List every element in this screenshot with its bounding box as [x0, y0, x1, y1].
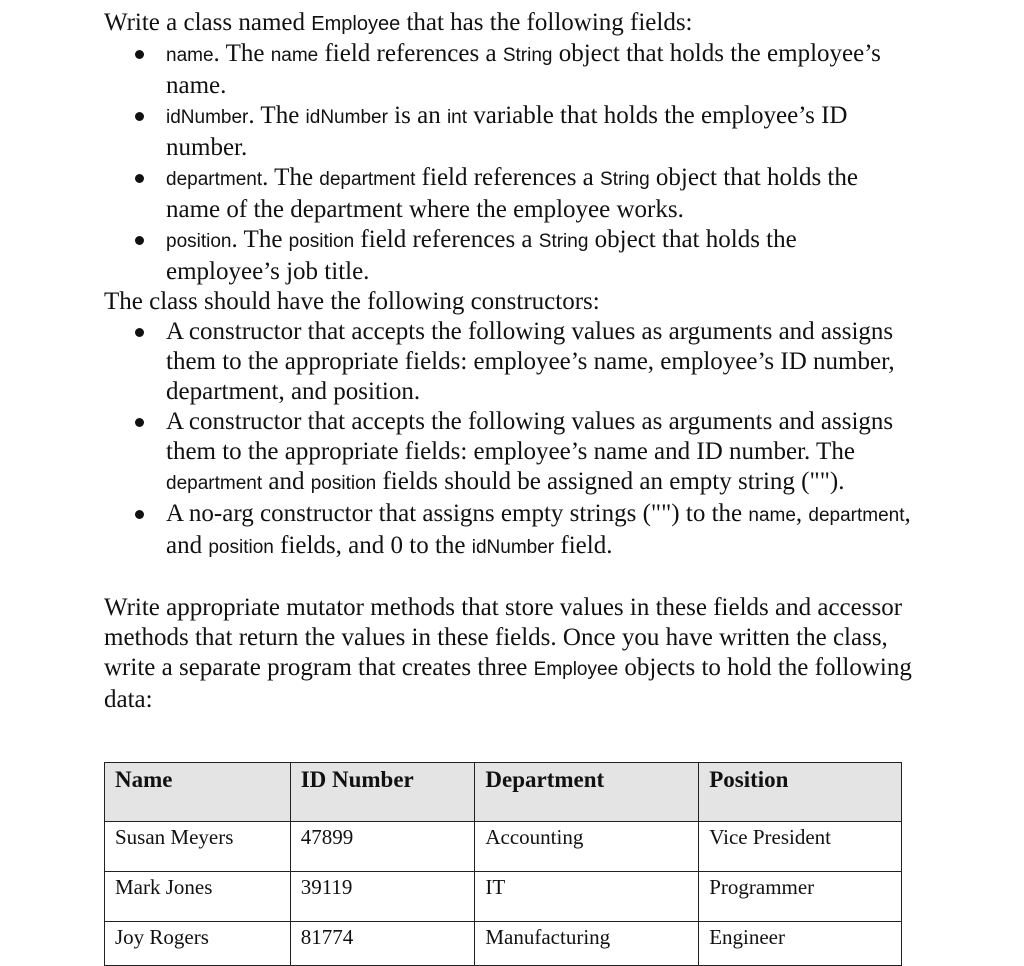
bullet-icon: [135, 236, 144, 245]
table-cell: 47899: [290, 822, 475, 872]
list-item: department. The department field references a String object that holds the name of the department where the employee works.: [104, 163, 914, 225]
constructors-heading: The class should have the following constructors:: [104, 288, 600, 315]
bullet-icon: [135, 112, 144, 121]
bullet-icon: [135, 510, 144, 519]
table-cell: Joy Rogers: [105, 922, 291, 966]
bullet-icon: [135, 418, 144, 427]
employee-data-table: [104, 762, 902, 966]
table-cell: Engineer: [699, 922, 902, 966]
list-item: A no-arg constructor that assigns empty strings ("") to the name, department, and position fields, and 0 to the idNumber field.: [104, 499, 914, 563]
table-cell: Vice President: [699, 822, 902, 872]
list-item: A constructor that accepts the following values as arguments and assigns them to the appropriate fields: employee’s name and ID number. The department and position fields should be assigned an empty string ("").: [104, 407, 914, 499]
table-cell: Programmer: [699, 872, 902, 922]
table-header-row: [105, 763, 902, 822]
table-cell: Accounting: [475, 822, 699, 872]
table-row: [105, 922, 902, 966]
column-header: Department: [475, 763, 699, 822]
section-gap: [104, 563, 914, 593]
table-cell: Mark Jones: [105, 872, 291, 922]
column-header: Name: [105, 763, 291, 822]
table-row: [105, 872, 902, 922]
code-employee: Employee: [533, 659, 619, 680]
bullet-icon: [135, 328, 144, 337]
fields-list: [104, 39, 914, 287]
table-cell: 39119: [290, 872, 475, 922]
list-item: A constructor that accepts the following values as arguments and assigns them to the appropriate fields: employee’s name, employee’s ID number, department, and position.: [104, 317, 914, 407]
instructions-paragraph: Write appropriate mutator methods that store values in these fields and accessor methods that return the values in these fields. Once you have written the class, write a separate program that creates three Employee objects to hold the following data:: [104, 594, 912, 713]
bullet-icon: [135, 174, 144, 183]
list-item: idNumber. The idNumber is an int variable that holds the employee’s ID number.: [104, 101, 914, 163]
column-header: Position: [699, 763, 902, 822]
table-cell: IT: [475, 872, 699, 922]
table-cell: Susan Meyers: [105, 822, 291, 872]
column-header: ID Number: [290, 763, 475, 822]
table-cell: 81774: [290, 922, 475, 966]
bullet-icon: [135, 50, 144, 59]
code-employee: Employee: [311, 13, 401, 35]
list-item: position. The position field references a String object that holds the employee’s job title.: [104, 225, 914, 287]
constructors-list: [104, 317, 914, 563]
document-body: [104, 8, 914, 715]
table-cell: Manufacturing: [475, 922, 699, 966]
list-item: name. The name field references a String object that holds the employee’s name.: [104, 39, 914, 101]
intro-paragraph: Write a class named Employee that has the following fields:: [104, 9, 693, 36]
table-row: [105, 822, 902, 872]
